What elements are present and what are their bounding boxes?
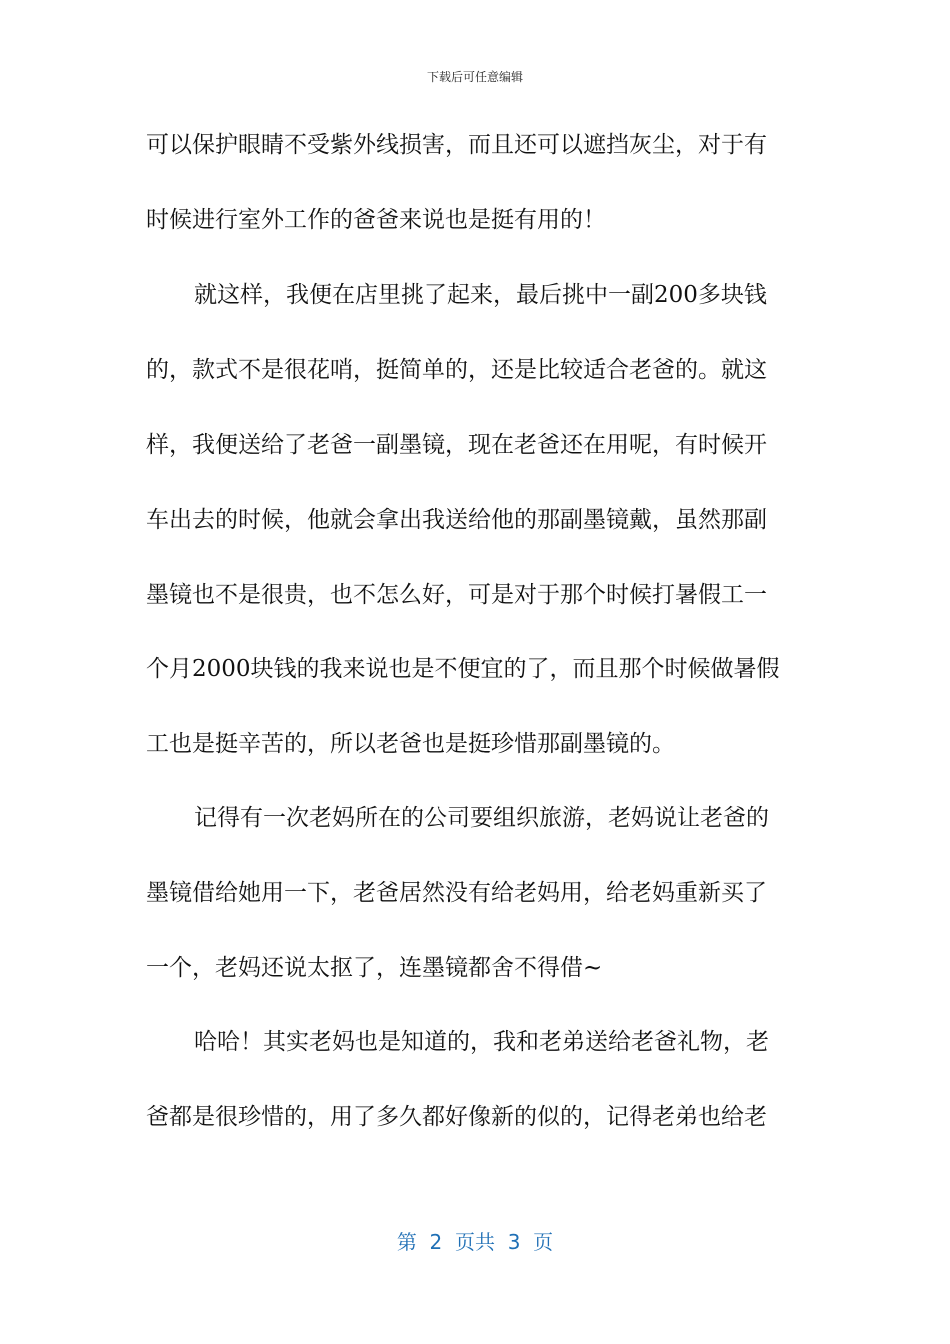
body-line: 可以保护眼睛不受紫外线损害，而且还可以遮挡灰尘，对于有: [146, 132, 767, 158]
paragraph-start-line: 就这样，我便在店里挑了起来，最后挑中一副200多块钱: [194, 282, 767, 308]
body-line: 个月2000块钱的我来说也是不便宜的了，而且那个时候做暑假: [146, 656, 780, 682]
body-line: 样，我便送给了老爸一副墨镜，现在老爸还在用呢，有时候开: [146, 432, 767, 458]
body-line: 时候进行室外工作的爸爸来说也是挺有用的！: [146, 207, 606, 233]
body-line: 一个，老妈还说太抠了，连墨镜都舍不得借~: [146, 955, 603, 981]
body-line: 的，款式不是很花哨，挺简单的，还是比较适合老爸的。就这: [146, 357, 767, 383]
body-line: 车出去的时候，他就会拿出我送给他的那副墨镜戴，虽然那副: [146, 507, 767, 533]
header-note: 下载后可任意编辑: [426, 70, 523, 84]
body-line: 墨镜也不是很贵，也不怎么好，可是对于那个时候打暑假工一: [146, 582, 767, 608]
paragraph-start-line: 记得有一次老妈所在的公司要组织旅游，老妈说让老爸的: [194, 805, 769, 831]
page-number-footer: 第 2 页共 3 页: [396, 1230, 554, 1254]
body-line: 爸都是很珍惜的，用了多久都好像新的似的，记得老弟也给老: [146, 1104, 767, 1130]
paragraph-start-line: 哈哈！其实老妈也是知道的，我和老弟送给老爸礼物，老: [194, 1029, 769, 1055]
body-line: 工也是挺辛苦的，所以老爸也是挺珍惜那副墨镜的。: [146, 731, 675, 757]
body-line: 墨镜借给她用一下，老爸居然没有给老妈用，给老妈重新买了: [146, 880, 767, 906]
